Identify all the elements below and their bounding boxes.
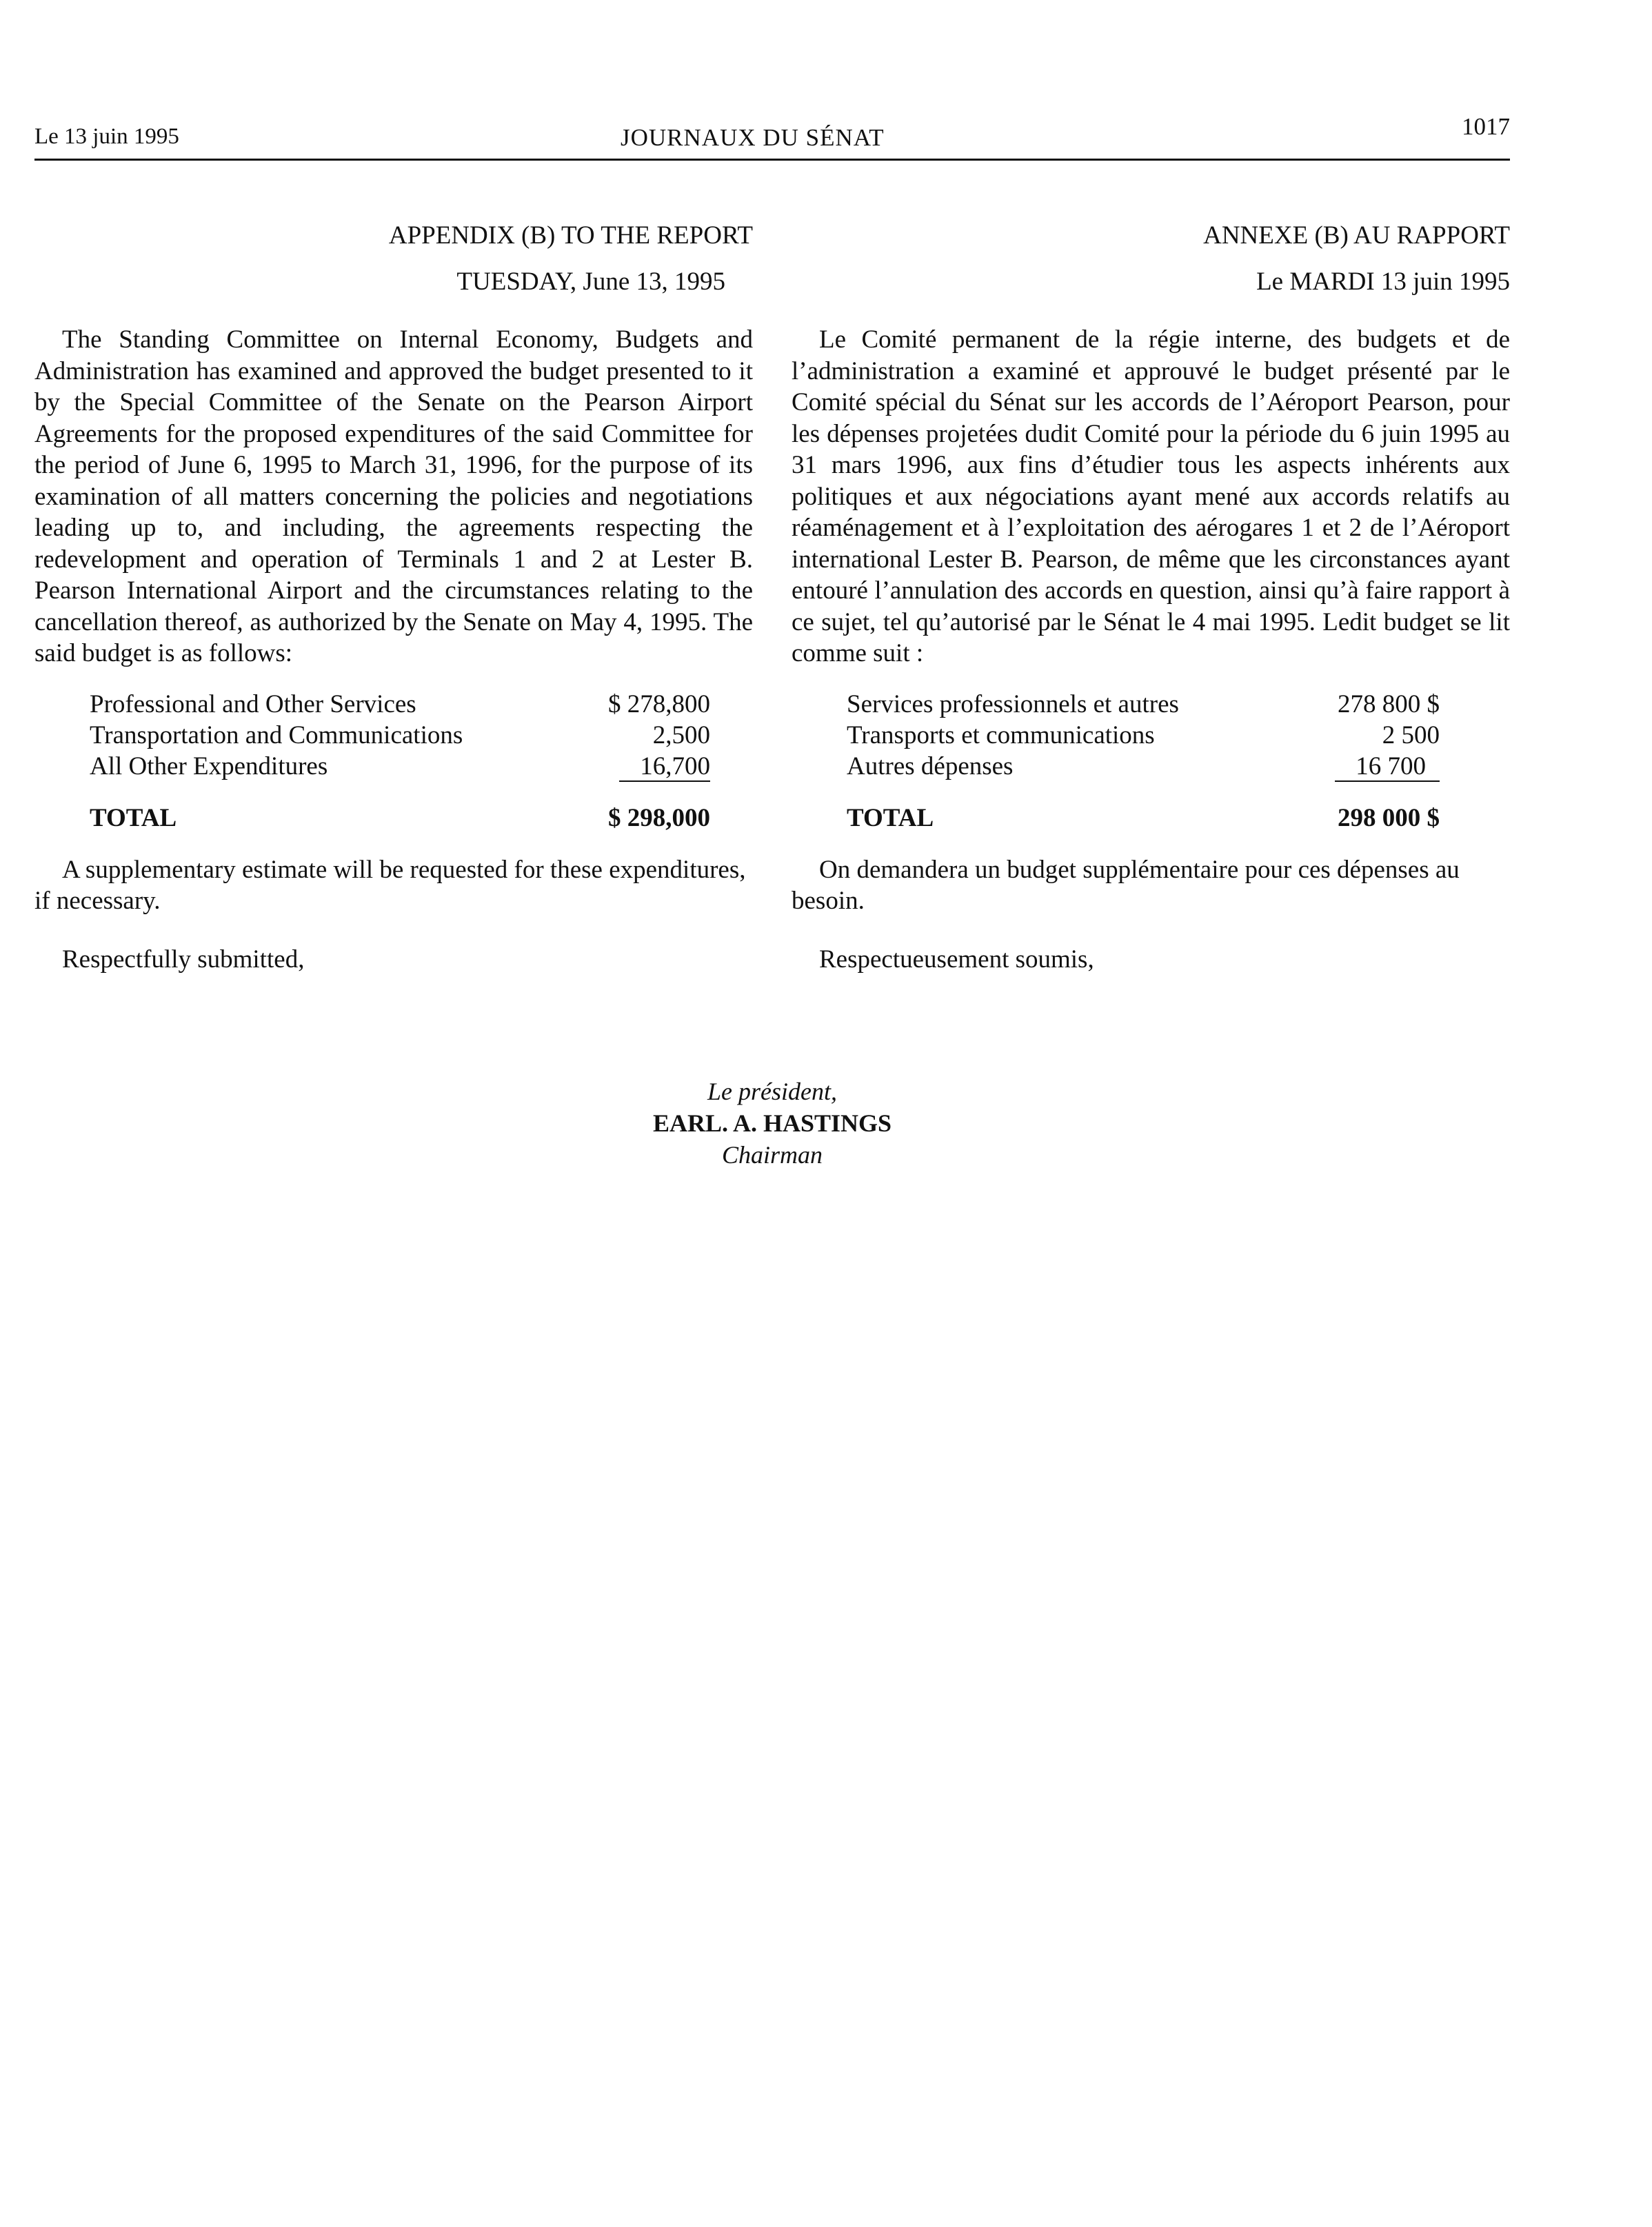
english-body: The Standing Committee on Internal Economy, Budgets and Administration has examined and approved the budget presented to it by the Special Committee of the Senate on the Pearson Airport Agreements for the proposed expenditures of the said Committee for the period of June 6, 1995 to March 31, 1996, for the purpose of its examination of all matters concerning the policies and negotiations leading up to, and including, the agreements respecting the redevelopment and operation of Terminals 1 and 2 at Lester B. Pearson International Airport and the circumstances relating to the cancellation thereof, as authorized by the Senate on May 4, 1995. The said budget is as follows:: [34, 325, 753, 667]
french-supplementary: On demandera un budget supplémentaire pour ces dépenses au besoin.: [792, 855, 1460, 915]
budget-label: Professional and Other Services: [90, 689, 416, 718]
signature-english-title: Chairman: [721, 1141, 823, 1169]
budget-row: [847, 751, 1440, 782]
english-supplementary: A supplementary estimate will be requested for these expenditures, if necessary.: [34, 855, 746, 915]
budget-amount: 2 500: [1382, 720, 1440, 749]
budget-row: [90, 720, 710, 751]
page-header: [34, 103, 1510, 161]
budget-row: [847, 720, 1440, 751]
signature-name: EARL. A. HASTINGS: [652, 1109, 892, 1137]
english-appendix-title: APPENDIX (B) TO THE REPORT: [388, 221, 753, 250]
header-date: Le 13 juin 1995: [34, 124, 179, 149]
total-amount: $ 298,000: [608, 803, 710, 832]
french-body: Le Comité permanent de la régie interne, des budgets et de l’administration a examiné et approuvé le budget présenté par le Comité spécial du Sénat sur les accords de l’Aéroport Pearson, pour les dépenses projetées dudit Comité pour la période du 6 juin 1995 au 31 mars 1996, aux fins d’étudier tous les aspects inhérents aux politiques et aux négociations ayant mené aux accords relatifs au réaménagement et à l’exploitation des aérogares 1 et 2 de l’Aéroport international Lester B. Pearson, de même que les circonstances ayant entouré l’annulation des accords en question, ainsi qu’à faire rapport à ce sujet, tel qu’autorisé par le Sénat le 4 mai 1995. Ledit budget se lit comme suit :: [792, 325, 1510, 667]
english-budget-table: [90, 689, 710, 834]
budget-amount: $ 278,800: [608, 689, 710, 718]
french-budget-table: [847, 689, 1440, 834]
budget-label: Transportation and Communications: [90, 720, 463, 749]
english-closing: Respectfully submitted,: [62, 945, 305, 974]
budget-row: [90, 689, 710, 720]
english-column: [34, 221, 753, 974]
budget-total-row: [90, 782, 710, 834]
french-column: [792, 221, 1510, 974]
budget-row: [847, 689, 1440, 720]
french-appendix-title: ANNEXE (B) AU RAPPORT: [1203, 221, 1510, 250]
budget-row: [90, 751, 710, 782]
french-closing: Respectueusement soumis,: [819, 945, 1094, 974]
budget-amount: 16,700: [619, 753, 710, 782]
budget-label: Services professionnels et autres: [847, 689, 1179, 718]
budget-amount: 16 700: [1335, 753, 1440, 782]
budget-amount: 278 800 $: [1338, 689, 1440, 718]
budget-label: Autres dépenses: [847, 752, 1014, 780]
journal-title: JOURNAUX DU SÉNAT: [621, 124, 885, 151]
total-label: TOTAL: [847, 803, 934, 832]
page-number: 1017: [1462, 113, 1510, 140]
budget-total-row: [847, 782, 1440, 834]
budget-label: All Other Expenditures: [90, 752, 328, 780]
signature-block: [586, 1076, 958, 1171]
budget-label: Transports et communications: [847, 720, 1155, 749]
signature-french-title: Le président,: [707, 1078, 837, 1105]
total-label: TOTAL: [90, 803, 177, 832]
budget-amount: 2,500: [652, 720, 710, 749]
total-amount: 298 000 $: [1338, 803, 1440, 832]
english-date: TUESDAY, June 13, 1995: [456, 268, 725, 296]
french-date: Le MARDI 13 juin 1995: [1256, 268, 1510, 296]
